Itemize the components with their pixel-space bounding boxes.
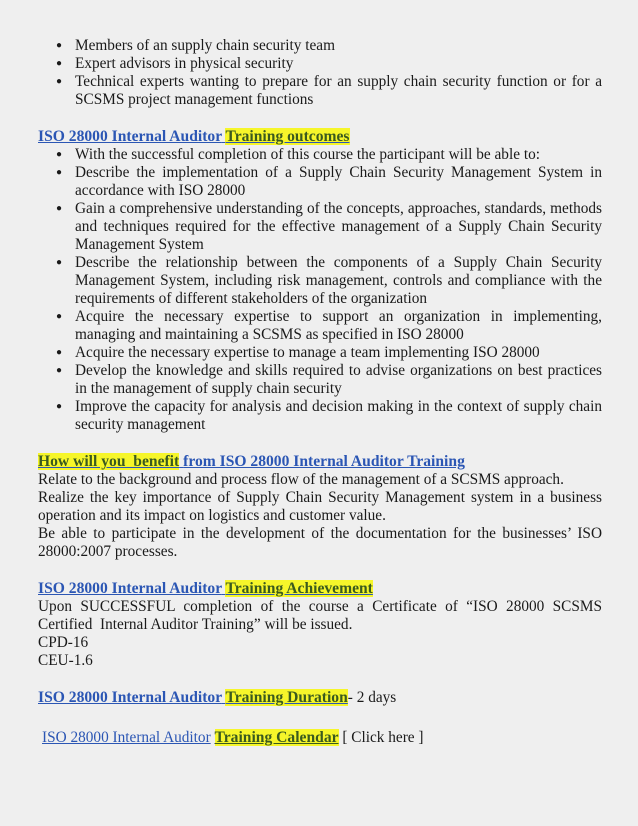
click-here-link[interactable]: [ Click here ] bbox=[342, 729, 424, 746]
list-item: ● Gain a comprehensive understanding of the concepts, approaches, standards, methods and techniques required for the effective management of a Supply Chain Security Management System bbox=[38, 200, 602, 254]
paragraph: Be able to participate in the development of the documentation for the businesses’ ISO 28000:2007 processes. bbox=[38, 525, 602, 560]
heading-highlight: Training Achievement bbox=[225, 580, 373, 597]
heading-highlight: Training outcomes bbox=[225, 128, 350, 145]
paragraph: Relate to the background and process flow of the management of a SCSMS approach. bbox=[38, 471, 564, 488]
list-item: ● Members of an supply chain security team bbox=[38, 37, 602, 55]
calendar-link[interactable]: ISO 28000 Internal Auditor bbox=[42, 729, 211, 746]
heading-highlight: How will you benefit bbox=[38, 453, 180, 470]
heading-highlight: Training Duration bbox=[225, 689, 348, 706]
heading-text: ISO 28000 Internal Auditor bbox=[38, 689, 222, 706]
paragraph: Upon SUCCESSFUL completion of the course a Certificate of “ISO 28000 SCSMS Certified Internal Auditor Training” will be issued. bbox=[38, 598, 606, 633]
list-item: ● Describe the implementation of a Supply Chain Security Management System in accordance with ISO 28000 bbox=[38, 164, 602, 200]
outcomes-list bbox=[38, 146, 602, 434]
heading-text: ISO 28000 Internal Auditor bbox=[38, 580, 222, 597]
benefit-heading[interactable] bbox=[38, 453, 602, 471]
ceu-value: CEU-1.6 bbox=[38, 652, 93, 669]
list-item: ● Improve the capacity for analysis and decision making in the context of supply chain security management bbox=[38, 398, 602, 434]
duration-value: - 2 days bbox=[347, 689, 397, 706]
duration-heading[interactable] bbox=[38, 689, 348, 706]
duration-line bbox=[38, 689, 602, 707]
document-page bbox=[38, 37, 606, 747]
list-item: ● Acquire the necessary expertise to manage a team implementing ISO 28000 bbox=[38, 344, 602, 362]
outcomes-heading[interactable] bbox=[38, 128, 602, 146]
audience-list bbox=[38, 37, 602, 109]
list-item: ● Develop the knowledge and skills required to advise organizations on best practices in the management of supply chain security bbox=[38, 362, 602, 398]
list-item: ● With the successful completion of this course the participant will be able to: bbox=[38, 146, 602, 164]
heading-text: ISO 28000 Internal Auditor bbox=[38, 128, 222, 145]
cpd-value: CPD-16 bbox=[38, 634, 89, 651]
achievement-heading[interactable] bbox=[38, 580, 602, 598]
calendar-line bbox=[38, 729, 602, 747]
list-item: ● Describe the relationship between the components of a Supply Chain Security Management System, including risk management, controls and compliance with the requirements of different stakeholders of the organization bbox=[38, 254, 602, 308]
paragraph: Realize the key importance of Supply Chain Security Management system in a business operation and its impact on logistics and customer value. bbox=[38, 489, 602, 524]
list-item: ● Expert advisors in physical security bbox=[38, 55, 602, 73]
list-item: ● Acquire the necessary expertise to support an organization in implementing, managing and maintaining a SCSMS as specified in ISO 28000 bbox=[38, 308, 602, 344]
list-item: ● Technical experts wanting to prepare for an supply chain security function or for a SCSMS project management functions bbox=[38, 73, 602, 109]
heading-text: from ISO 28000 Internal Auditor Training bbox=[183, 453, 465, 470]
calendar-link-highlight[interactable]: Training Calendar bbox=[214, 729, 339, 746]
